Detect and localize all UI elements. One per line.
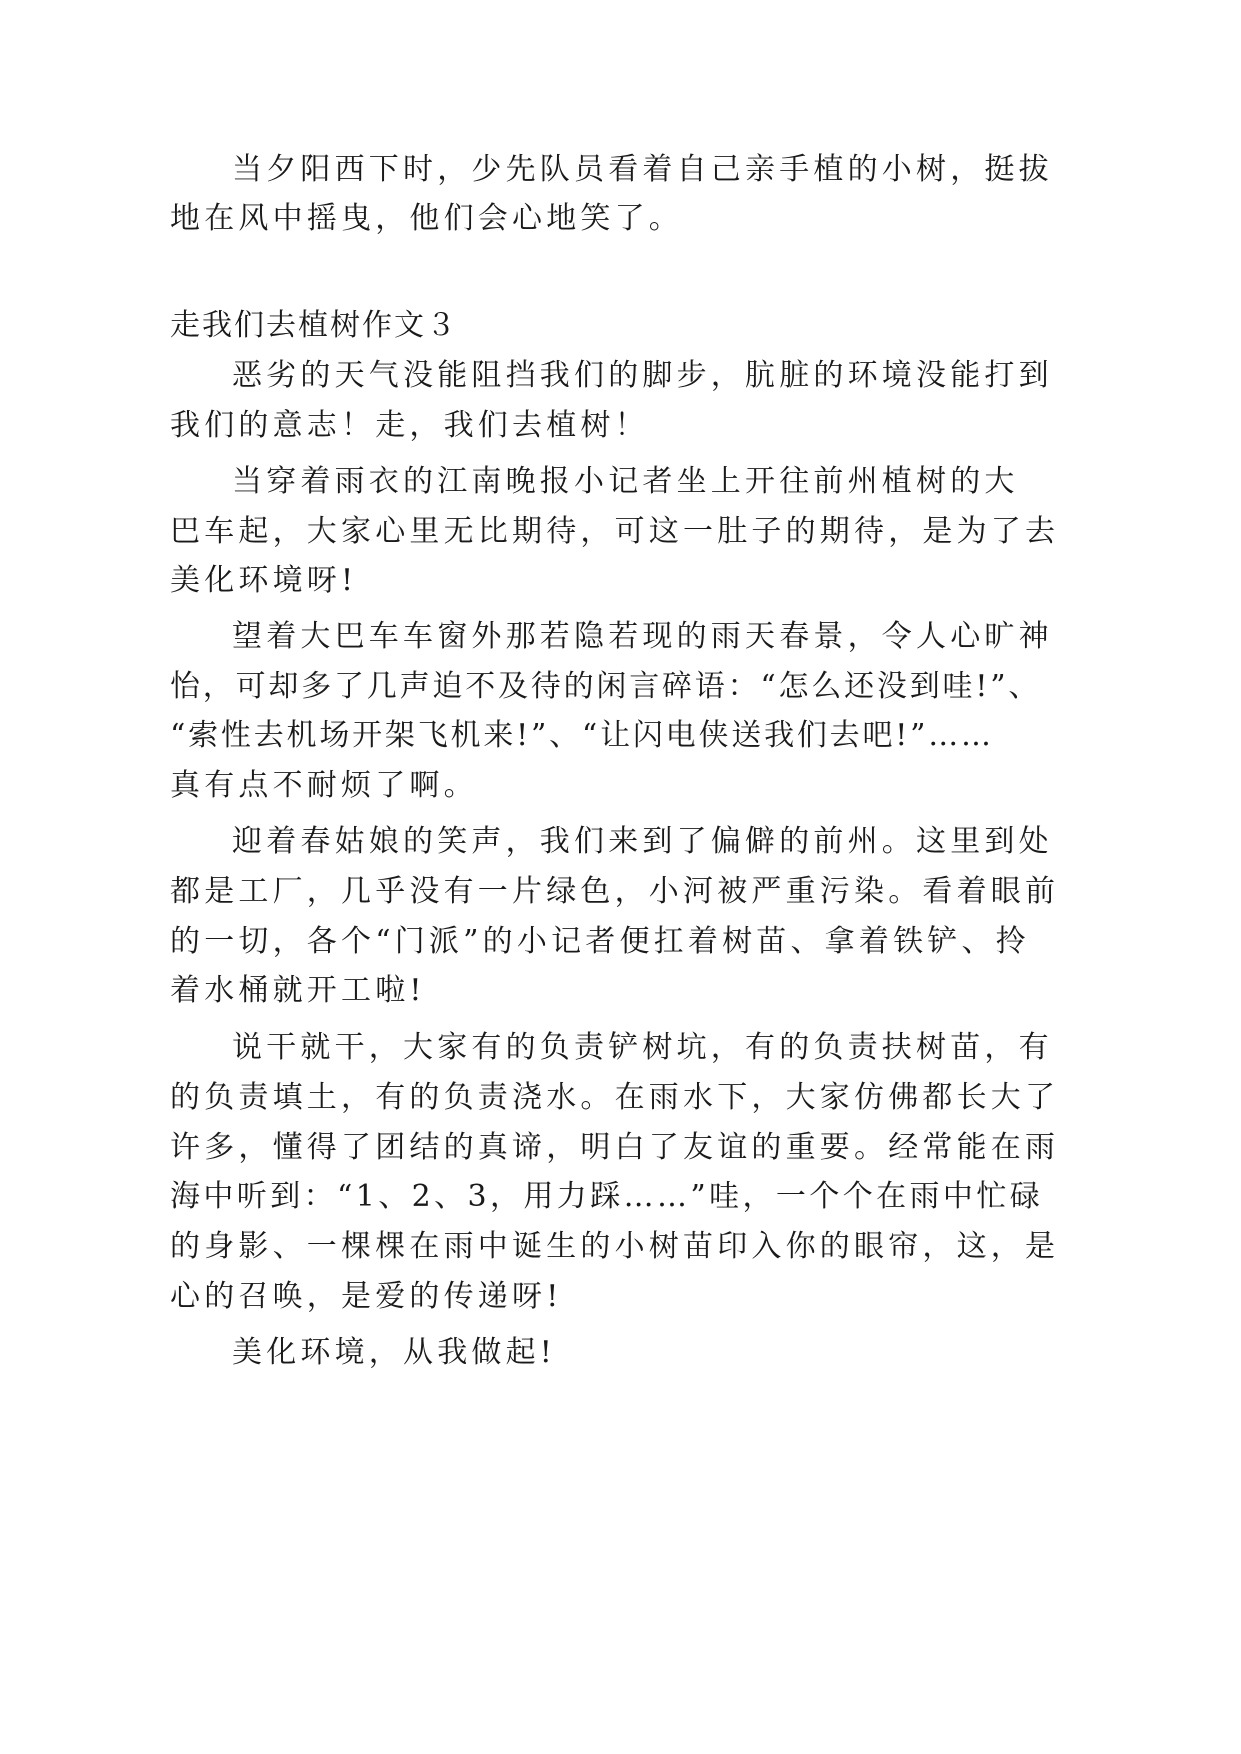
paragraph-line: 的身影、一棵棵在雨中诞生的小树苗印入你的眼帘，这，是 [170,1229,1060,1264]
paragraph-line: “索性去机场开架飞机来!”、“让闪电侠送我们去吧!”…… [170,718,994,753]
paragraph-line: 心的召唤，是爱的传递呀! [170,1279,563,1314]
paragraph-line: 都是工厂，几乎没有一片绿色，小河被严重污染。看着眼前 [170,874,1060,909]
paragraph-line: 美化环境呀! [170,563,358,598]
paragraph-line: 说干就干，大家有的负责铲树坑，有的负责扶树苗，有 [232,1030,1053,1065]
paragraph-line: 的负责填土，有的负责浇水。在雨水下，大家仿佛都长大了 [170,1080,1060,1115]
paragraph-line: 望着大巴车车窗外那若隐若现的雨天春景，令人心旷神 [232,619,1053,654]
section-heading: 走我们去植树作文３ [170,308,458,343]
paragraph-line: 恶劣的天气没能阻挡我们的脚步，肮脏的环境没能打到 [232,358,1053,393]
paragraph-line: 地在风中摇曳，他们会心地笑了。 [170,201,683,236]
paragraph-line: 美化环境，从我做起! [232,1335,557,1370]
paragraph-line: 迎着春姑娘的笑声，我们来到了偏僻的前州。这里到处 [232,824,1053,859]
paragraph-line: 真有点不耐烦了啊。 [170,768,478,803]
paragraph-line: 着水桶就开工啦! [170,973,426,1008]
paragraph-line: 当穿着雨衣的江南晚报小记者坐上开往前州植树的大 [232,464,1019,499]
paragraph-line: 巴车起，大家心里无比期待，可这一肚子的期待，是为了去 [170,514,1060,549]
paragraph-line: 我们的意志！走，我们去植树！ [170,408,649,443]
paragraph-line: 许多，懂得了团结的真谛，明白了友谊的重要。经常能在雨 [170,1130,1060,1165]
paragraph-line: 怡，可却多了几声迫不及待的闲言碎语：“怎么还没到哇!”、 [170,669,1042,704]
paragraph-line: 当夕阳西下时，少先队员看着自己亲手植的小树，挺拔 [232,152,1053,187]
paragraph-line: 海中听到：“1、2、3，用力踩……”哇，一个个在雨中忙碌 [170,1179,1044,1214]
paragraph-line: 的一切，各个“门派”的小记者便扛着树苗、拿着铁铲、拎 [170,924,1030,959]
